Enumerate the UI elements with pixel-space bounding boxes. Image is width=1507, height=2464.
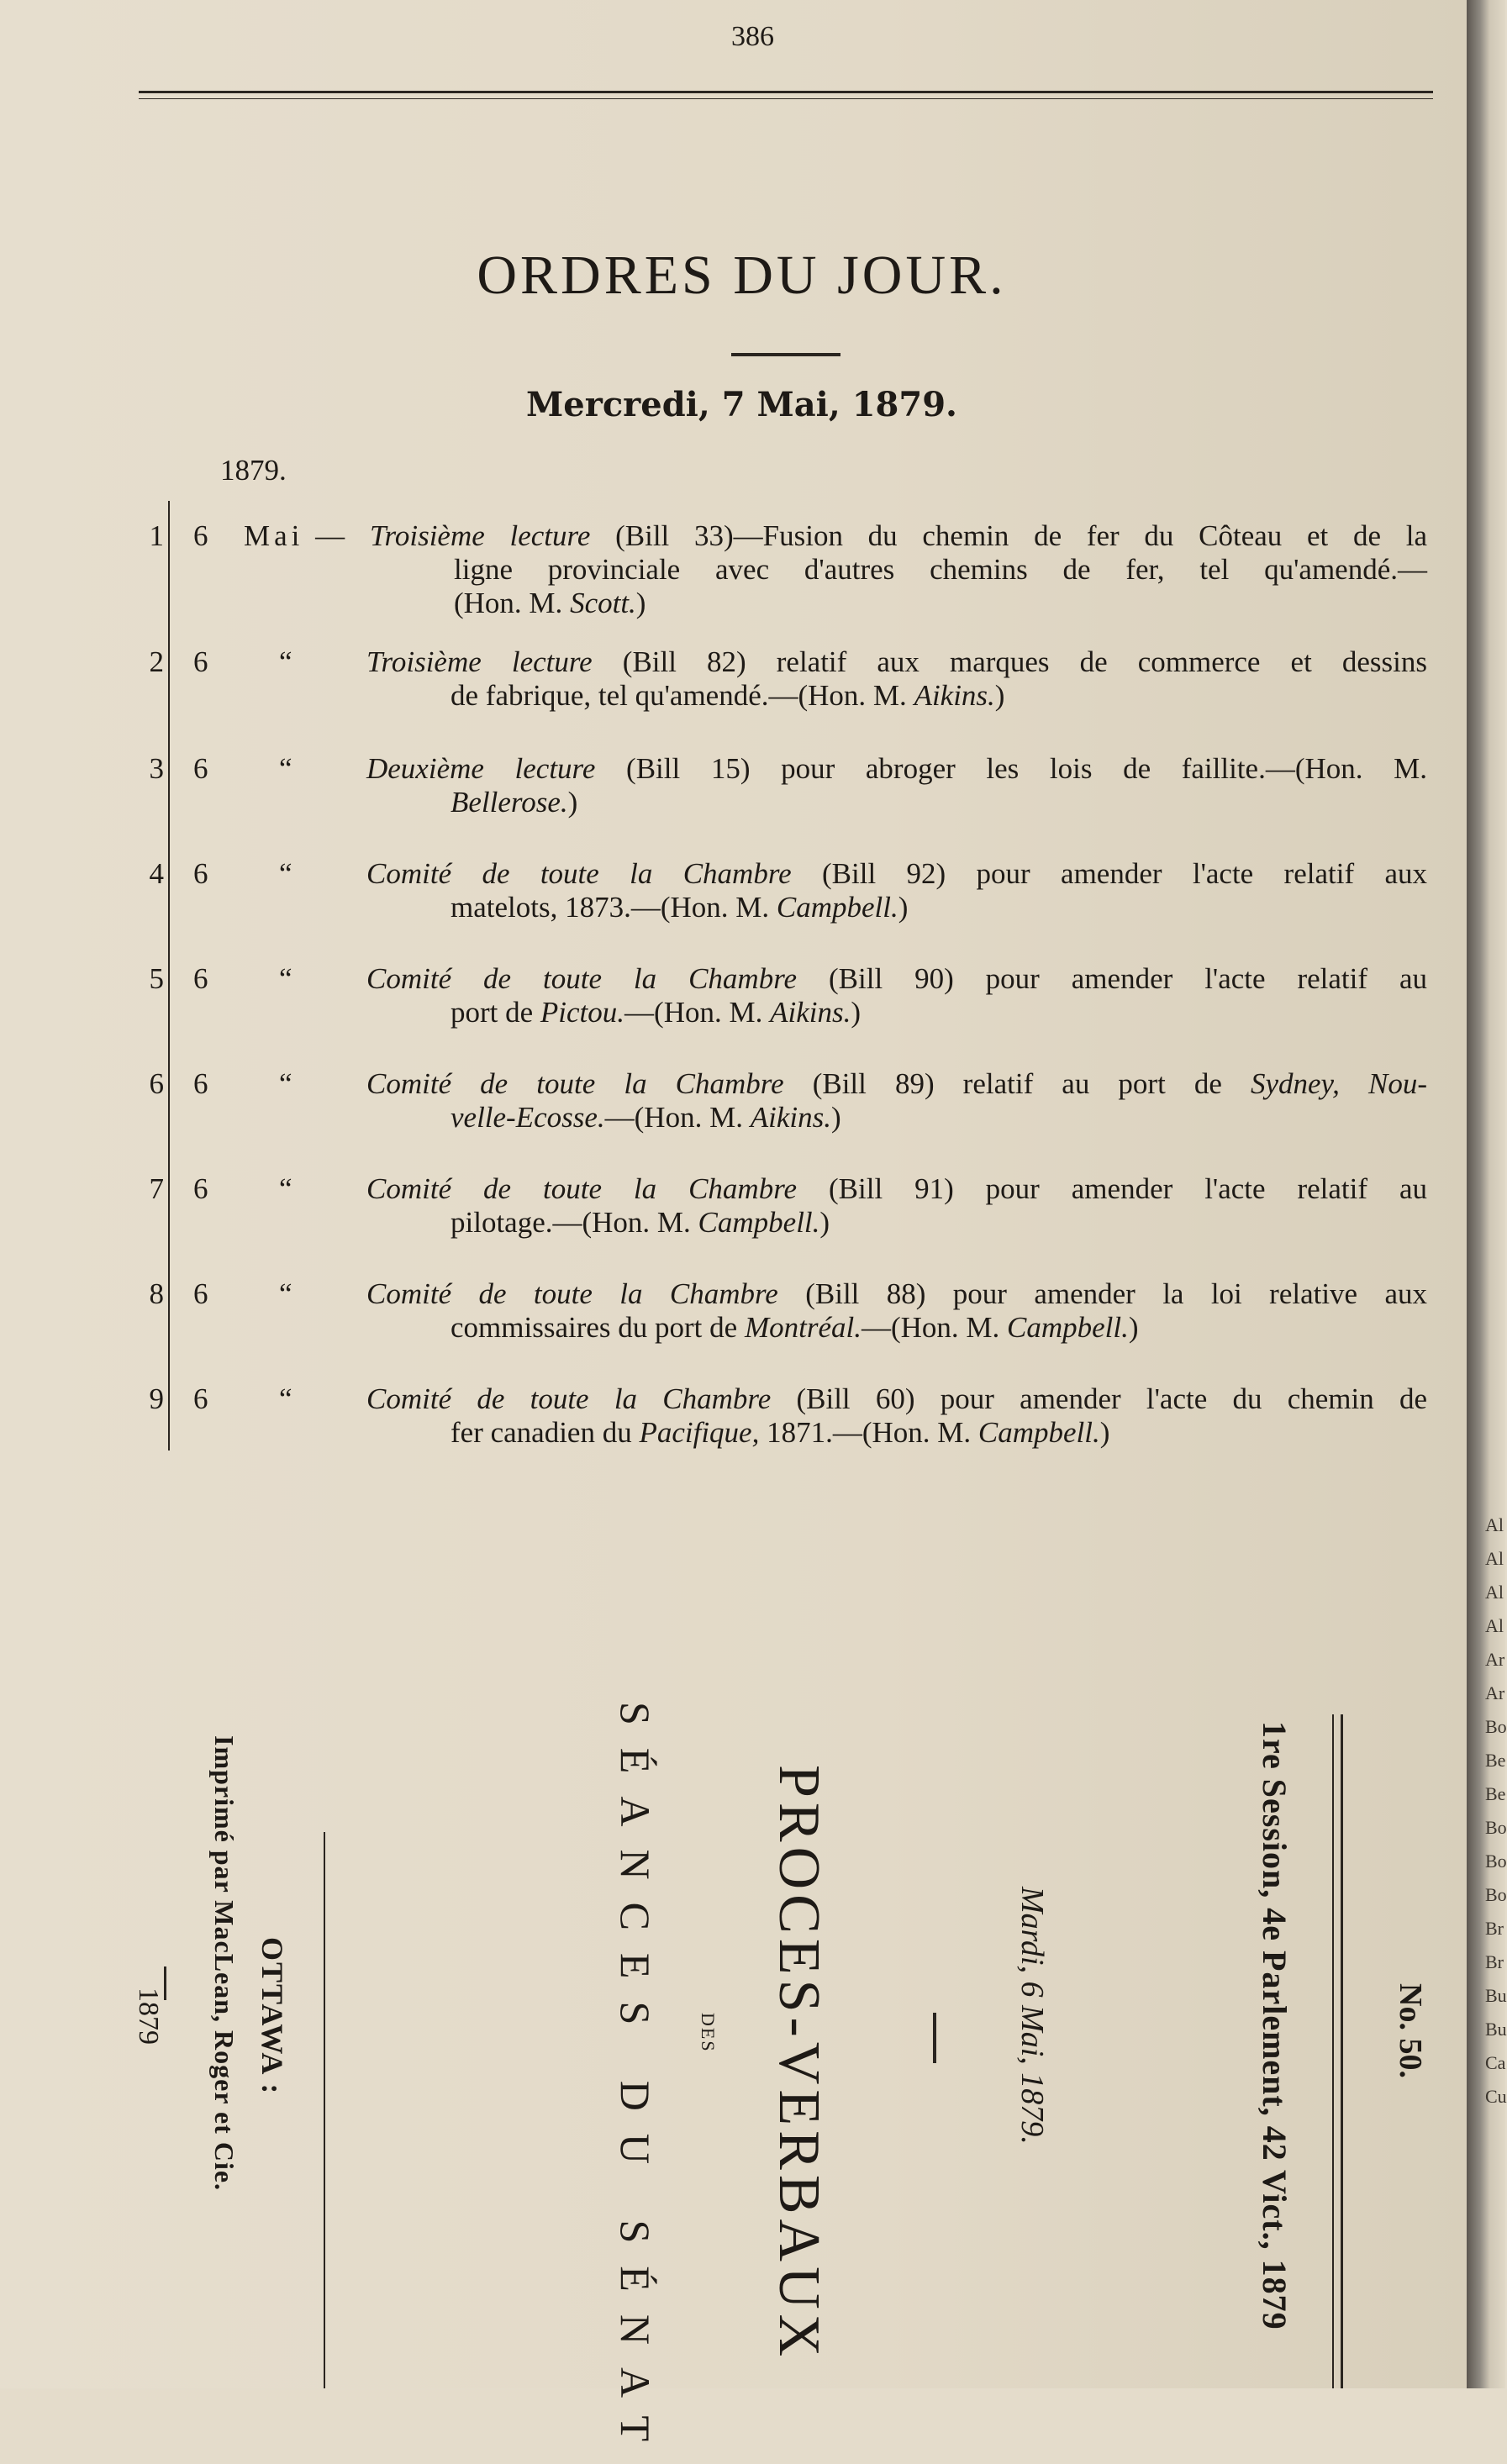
entry-line-1: Troisième lecture (Bill 33)—Fusion du chemin de fer du Côteau et de la: [370, 519, 1427, 552]
cover-rule-right-inner: [1332, 1714, 1334, 2388]
entry-ditto: “: [279, 752, 292, 785]
entry-day: 6: [193, 962, 208, 995]
edge-letter: Al: [1485, 1548, 1504, 1569]
margin-rule: [168, 501, 170, 1450]
entry-ditto: “: [279, 857, 292, 890]
edge-letter: Br: [1485, 1918, 1504, 1939]
entry-number: 5: [149, 962, 164, 995]
entry-line-1: Comité de toute la Chambre (Bill 60) pour amender l'acte du chemin de: [366, 1382, 1427, 1415]
cover-title: PROCES-VERBAUX: [767, 1765, 831, 2362]
entry-line-1: Comité de toute la Chambre (Bill 92) pour amender l'acte relatif aux: [366, 857, 1427, 890]
entry-line-2: commissaires du port de Montréal.—(Hon. M. Campbell.): [451, 1311, 1139, 1344]
cover-dash: [164, 1966, 166, 2000]
entry-place: Pacifique,: [639, 1416, 760, 1449]
cover-dash: [933, 2013, 936, 2063]
entry-line-2: ligne provinciale avec d'autres chemins de fer, tel qu'amendé.—: [454, 553, 1427, 586]
edge-letter: Br: [1485, 1951, 1504, 1972]
entry-line-1: Deuxième lecture (Bill 15) pour abroger les lois de faillite.—(Hon. M.: [366, 752, 1427, 785]
page-title: ORDRES DU JOUR.: [477, 245, 1007, 306]
entry-member: Campbell.: [698, 1206, 820, 1239]
entry-stage: Comité de toute la Chambre: [366, 1172, 798, 1205]
title-rule: [731, 353, 840, 356]
entry-member: Aikins.: [770, 996, 851, 1029]
cover-seances: SÉANCES DU SÉNAT: [612, 1702, 659, 2464]
edge-letter: Bo: [1485, 1716, 1507, 1737]
entry-member: Campbell.: [1007, 1311, 1129, 1344]
entry-place: Pictou.: [540, 996, 625, 1029]
entry-line-2: velle-Ecosse.—(Hon. M. Aikins.): [451, 1101, 841, 1134]
entry-place: velle-Ecosse.: [451, 1101, 605, 1134]
entry-day: 6: [193, 519, 208, 552]
entry-line-1: Troisième lecture (Bill 82) relatif aux marques de commerce et dessins: [366, 645, 1427, 678]
entry-day: 6: [193, 1067, 208, 1100]
entry-line-2: matelots, 1873.—(Hon. M. Campbell.): [451, 891, 909, 924]
edge-letter: Bo: [1485, 1884, 1507, 1905]
entry-place: Sydney, Nou-: [1250, 1067, 1427, 1100]
entry-line-1: Comité de toute la Chambre (Bill 91) pour amender l'acte relatif au: [366, 1172, 1427, 1205]
entry-number: 8: [149, 1277, 164, 1310]
cover-date: Mardi, 6 Mai, 1879.: [1014, 1887, 1050, 2145]
entry-member: Scott.: [570, 587, 636, 619]
entry-stage: Comité de toute la Chambre: [366, 962, 798, 995]
entry-line-1: Comité de toute la Chambre (Bill 88) pour amender la loi relative aux: [366, 1277, 1428, 1310]
cover-session: 1re Session, 4e Parlement, 42 Vict., 1879: [1256, 1721, 1294, 2330]
edge-letter: Bu: [1485, 2019, 1507, 2040]
edge-letter: Ca: [1485, 2052, 1506, 2073]
edge-letter: Al: [1485, 1514, 1504, 1535]
entry-line-2: fer canadien du Pacifique, 1871.—(Hon. M. Campbell.): [451, 1416, 1110, 1449]
entry-stage: Comité de toute la Chambre: [366, 1277, 778, 1310]
entry-ditto: “: [279, 1067, 292, 1100]
entry-number: 9: [149, 1382, 164, 1415]
entry-line-2: de fabrique, tel qu'amendé.—(Hon. M. Aikins.): [451, 679, 1005, 712]
edge-letter: Be: [1485, 1750, 1506, 1771]
adjacent-page-edge: [1467, 0, 1505, 2388]
edge-letter: Al: [1485, 1582, 1504, 1603]
entry-stage: Comité de toute la Chambre: [366, 1382, 772, 1415]
entry-day: 6: [193, 752, 208, 785]
entry-ditto: “: [279, 1172, 292, 1205]
cover-number: No. 50.: [1393, 1983, 1428, 2078]
entry-day: 6: [193, 1382, 208, 1415]
edge-letter: Be: [1485, 1783, 1506, 1804]
edge-letter: Bo: [1485, 1851, 1507, 1872]
entry-stage: Troisième lecture: [366, 645, 593, 678]
entry-day: 6: [193, 1172, 208, 1205]
edge-letter: Ar: [1485, 1682, 1505, 1703]
entry-stage: Comité de toute la Chambre: [366, 857, 792, 890]
entry-ditto: “: [279, 645, 292, 678]
entry-number: 2: [149, 645, 164, 678]
entry-day: 6: [193, 645, 208, 678]
entry-member: Campbell.: [977, 1416, 1100, 1449]
entry-line-3: (Hon. M. Scott.): [454, 587, 646, 619]
cover-rule-left: [324, 1832, 325, 2388]
year-label: 1879.: [220, 454, 287, 487]
entry-ditto: “: [279, 962, 292, 995]
entry-day: 6: [193, 857, 208, 890]
cover-city: OTTAWA :: [256, 1937, 289, 2096]
edge-letter: Ar: [1485, 1649, 1505, 1670]
entry-place: Montréal.: [744, 1311, 862, 1344]
entry-number: 4: [149, 857, 164, 890]
edge-letters: [1485, 1508, 1507, 2114]
entry-member: Aikins.: [914, 679, 995, 712]
cover-printer: Imprimé par MacLean, Roger et Cie.: [209, 1735, 240, 2192]
entry-line-2: pilotage.—(Hon. M. Campbell.): [451, 1206, 830, 1239]
date-heading: Mercredi, 7 Mai, 1879.: [526, 385, 957, 424]
entry-number: 3: [149, 752, 164, 785]
edge-letter: Al: [1485, 1615, 1504, 1636]
entry-number: 7: [149, 1172, 164, 1205]
entry-day: 6: [193, 1277, 208, 1310]
entry-stage: Comité de toute la Chambre: [366, 1067, 784, 1100]
entry-stage: Troisième lecture: [370, 519, 591, 552]
entry-month: Mai —: [244, 519, 350, 552]
entry-member: Bellerose.: [451, 786, 568, 819]
entry-member: Campbell.: [776, 891, 898, 924]
entry-line-1: Comité de toute la Chambre (Bill 90) pour amender l'acte relatif au: [366, 962, 1427, 995]
entry-ditto: “: [279, 1277, 292, 1310]
entry-line-1: Comité de toute la Chambre (Bill 89) relatif au port de Sydney, Nou-: [366, 1067, 1427, 1100]
entry-line-2: Bellerose.): [451, 786, 578, 819]
edge-letter: Bu: [1485, 1985, 1507, 2006]
entry-number: 1: [149, 519, 164, 552]
page-number: 386: [731, 21, 774, 52]
entry-stage: Deuxième lecture: [366, 752, 596, 785]
entry-line-2: port de Pictou.—(Hon. M. Aikins.): [451, 996, 861, 1029]
entry-ditto: “: [279, 1382, 292, 1415]
cover-year: 1879: [133, 1988, 164, 2045]
entry-member: Aikins.: [750, 1101, 831, 1134]
cover-rule-right-outer: [1341, 1714, 1343, 2388]
entry-number: 6: [149, 1067, 164, 1100]
cover-des: DES: [698, 2013, 719, 2053]
header-rule: [139, 91, 1433, 99]
edge-letter: Bo: [1485, 1817, 1507, 1838]
edge-letter: Cu: [1485, 2086, 1507, 2107]
